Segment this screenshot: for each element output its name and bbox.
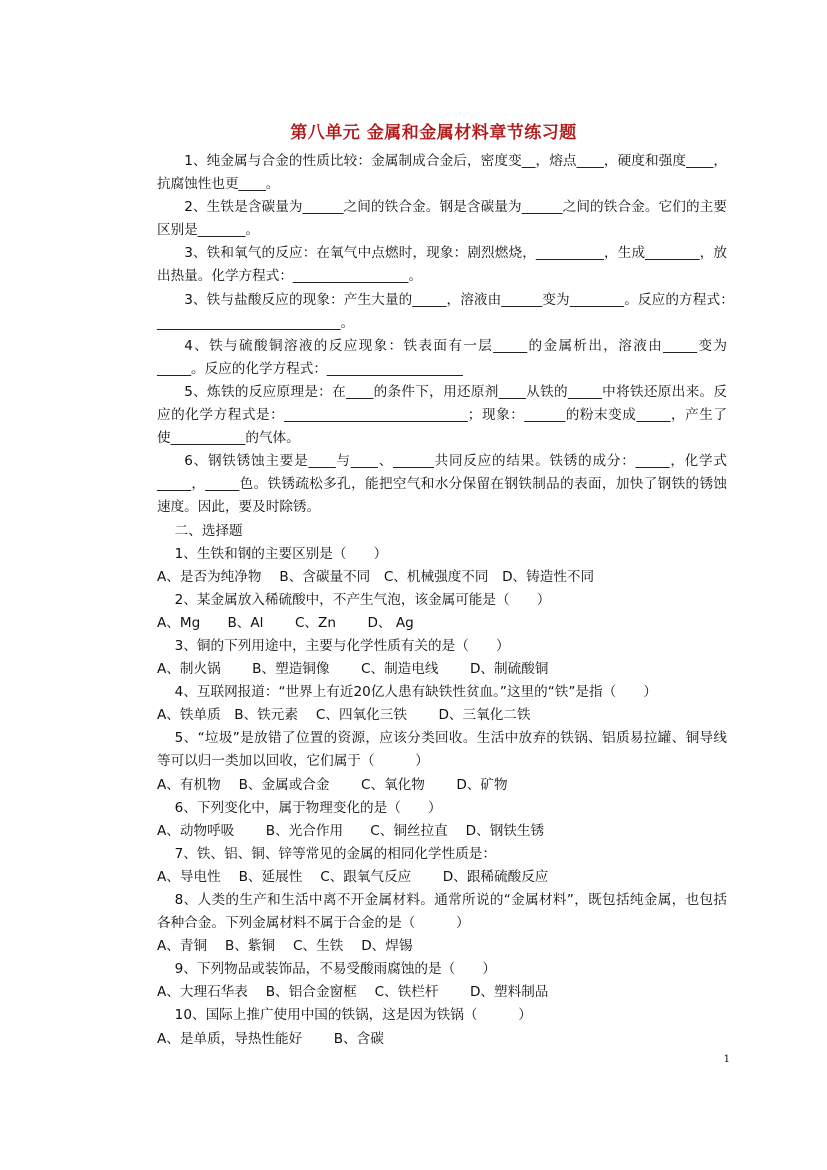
page-number: 1: [723, 1054, 730, 1065]
choice-question: 10、国际上推广使用中国的铁锅，这是因为铁锅（ ）: [174, 1007, 532, 1024]
choice-options: A、青铜 B、紫铜 C、生铁 D、焊锡: [157, 938, 413, 955]
choice-options: A、有机物 B、金属或合金 C、氧化物 D、矿物: [157, 776, 508, 793]
choice-question: 7、铁、铝、铜、锌等常见的金属的相同化学性质是：: [174, 845, 496, 862]
choice-question: 8、人类的生产和生活中离不开金属材料。通常所说的“金属材料”，既包括纯金属，也包括各种合金。下列金属材料不属于合金的是（ ）: [157, 892, 727, 932]
choice-options: A、是否为纯净物 B、含碳量不同 C、机械强度不同 D、铸造性不同: [157, 568, 595, 585]
choice-question: 2、某金属放入稀硫酸中，不产生气泡，该金属可能是（ ）: [174, 591, 551, 608]
section-heading: 二、选择题: [174, 522, 243, 539]
choice-options: A、铁单质 B、铁元素 C、四氧化三铁 D、三氧化二铁: [157, 707, 531, 724]
choice-options: A、大理石华表 B、铝合金窗框 C、铁栏杆 D、塑料制品: [157, 984, 549, 1001]
choice-question: 1、生铁和钢的主要区别是（ ）: [174, 545, 388, 562]
exercise-content: [157, 150, 741, 1051]
choice-options: A、制火锅 B、塑造铜像 C、制造电线 D、制硫酸铜: [157, 661, 549, 678]
choice-options: A、Mg B、Al C、Zn D、 Ag: [157, 614, 414, 631]
choice-question: 3、铜的下列用途中，主要与化学性质有关的是（ ）: [174, 637, 510, 654]
choice-question: 9、下列物品或装饰品，不易受酸雨腐蚀的是（ ）: [174, 961, 496, 978]
fill-in-question: 5、炼铁的反应原理是：在____的条件下，用还原剂____从铁的_____中将铁还原出来。反应的化学方程式是：___________________________；现象：______的粉末变成_____，产生了使___________的气体。: [157, 383, 727, 447]
choice-options: A、导电性 B、延展性 C、跟氧气反应 D、跟稀硫酸反应: [157, 868, 549, 885]
fill-in-question: 1、纯金属与合金的性质比较：金属制成合金后，密度变__，熔点____，硬度和强度____，抗腐蚀性也更____。: [157, 153, 727, 193]
fill-in-question: 4、铁与硫酸铜溶液的反应现象：铁表面有一层_____的金属析出，溶液由_____变为_____。反应的化学方程式：____________________: [157, 337, 727, 377]
choice-question: 4、互联网报道：“世界上有近20亿人患有缺铁性贫血。”这里的“铁”是指（ ）: [174, 684, 657, 701]
fill-in-question: 3、铁与盐酸反应的现象：产生大量的_____，溶液由______变为________。反应的方程式： ___________________________。: [157, 291, 741, 331]
fill-in-question: 2、生铁是含碳量为______之间的铁合金。钢是含碳量为______之间的铁合金。它们的主要区别是_______。: [157, 199, 727, 239]
choice-question: 6、下列变化中，属于物理变化的是（ ）: [174, 799, 442, 816]
choice-question: 5、“垃圾”是放错了位置的资源，应该分类回收。生活中放弃的铁锅、铝质易拉罐、铜导线等可以归一类加以回收，它们属于（ ）: [157, 730, 727, 770]
page-title: 第八单元 金属和金属材料章节练习题: [290, 123, 577, 143]
choice-options: A、动物呼吸 B、光合作用 C、铜丝拉直 D、钢铁生锈: [157, 822, 545, 839]
fill-in-question: 3、铁和氧气的反应：在氧气中点燃时，现象：剧烈燃烧，__________，生成________，放出热量。化学方程式：_________________。: [157, 245, 727, 285]
fill-in-question: 6、钢铁锈蚀主要是____与____、______共同反应的结果。铁锈的成分：_____，化学式_____，_____色。铁锈疏松多孔，能把空气和水分保留在钢铁制品的表面，加快了钢铁的锈蚀速度。因此，要及时除锈。: [157, 453, 727, 516]
choice-options: A、是单质，导热性能好 B、含碳: [157, 1030, 384, 1047]
